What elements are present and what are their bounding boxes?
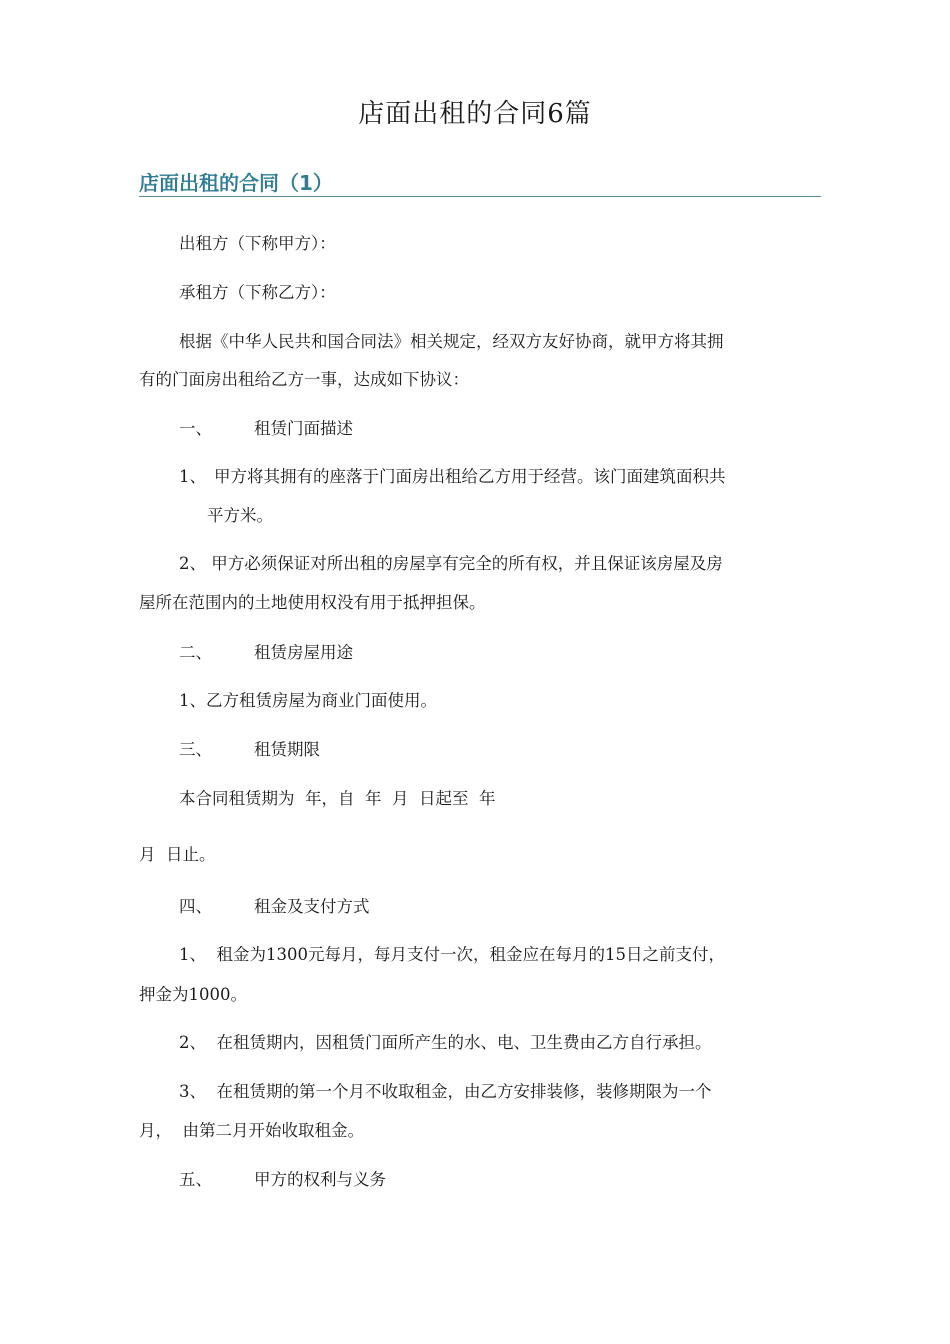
section-1-item-1-number: 1、 <box>179 467 206 486</box>
section-5-title: 甲方的权利与义务 <box>254 1170 386 1189</box>
section-4-item-2: 2、 在租赁期内，因租赁门面所产生的水、电、卫生费由乙方自行承担。 <box>179 1033 712 1052</box>
section-4-item-1: 1、 租金为1300元每月，每月支付一次，租金应在每月的15日之前支付， <box>179 945 725 964</box>
preamble-line-1: 根据《中华人民共和国合同法》相关规定，经双方友好协商，就甲方将其拥 <box>179 332 724 351</box>
section-heading <box>139 170 821 197</box>
preamble-line-2: 有的门面房出租给乙方一事，达成如下协议： <box>139 370 469 389</box>
lessor-line: 出租方（下称甲方）： <box>179 234 336 253</box>
section-1-item-1-text: 甲方将其拥有的座落于门面房出租给乙方用于经营。该门面建筑面积共 <box>214 467 726 486</box>
section-1-item-1 <box>179 465 726 489</box>
section-3-title: 租赁期限 <box>254 740 320 759</box>
section-1-title: 租赁门面描述 <box>254 419 353 438</box>
section-1-heading <box>179 417 353 441</box>
document-title: 店面出租的合同6篇 <box>358 99 592 129</box>
section-1-item-1-continued: 平方米。 <box>207 506 273 525</box>
section-1-item-2: 2、 甲方必须保证对所出租的房屋享有完全的所有权，并且保证该房屋及房 <box>179 554 723 573</box>
section-4-title: 租金及支付方式 <box>254 897 370 916</box>
section-2-number: 二、 <box>179 643 212 662</box>
section-4-item-3: 3、 在租赁期的第一个月不收取租金，由乙方安排装修，装修期限为一个 <box>179 1082 712 1101</box>
section-1-number: 一、 <box>179 419 212 438</box>
section-3-term-line-1: 本合同租赁期为 年，自 年 月 日起至 年 <box>179 789 496 808</box>
section-3-number: 三、 <box>179 740 212 759</box>
section-2-item-1: 1、乙方租赁房屋为商业门面使用。 <box>179 691 437 710</box>
section-2-heading <box>179 641 353 665</box>
section-4-item-3-continued: 月， 由第二月开始收取租金。 <box>139 1121 364 1140</box>
section-heading-text: 店面出租的合同（1） <box>139 171 333 195</box>
section-5-heading <box>179 1168 386 1192</box>
section-2-title: 租赁房屋用途 <box>254 643 353 662</box>
section-1-item-2-continued: 屋所在范围内的土地使用权没有用于抵押担保。 <box>139 593 486 612</box>
section-3-term-line-2: 月 日止。 <box>139 845 216 864</box>
section-4-heading <box>179 895 370 919</box>
section-3-heading <box>179 738 320 762</box>
section-4-number: 四、 <box>179 897 212 916</box>
section-5-number: 五、 <box>179 1170 212 1189</box>
lessee-line: 承租方（下称乙方）： <box>179 283 336 302</box>
section-4-item-1-continued: 押金为1000。 <box>139 985 247 1004</box>
